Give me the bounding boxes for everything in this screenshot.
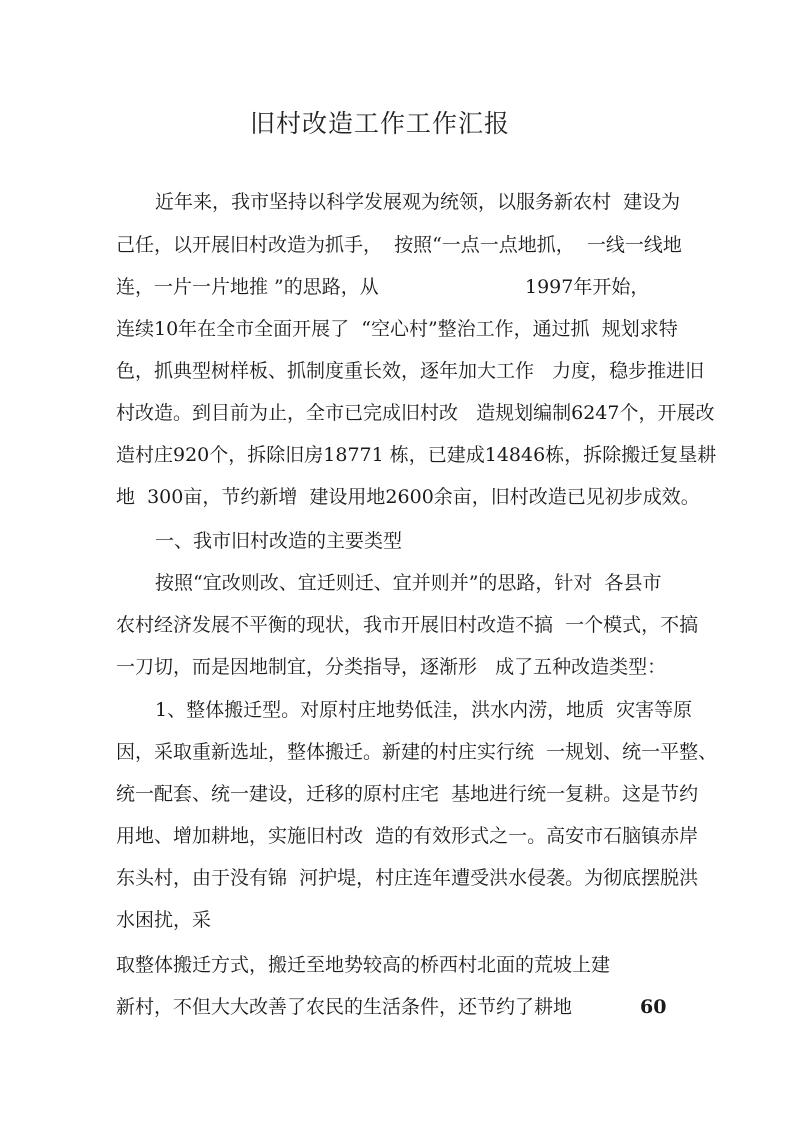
paragraph-line: 用地、增加耕地，实施旧村改 造的有效形式之一。高安市石脑镇赤岸: [116, 825, 699, 847]
paragraph-line: 因，采取重新选址，整体搬迁。新建的村庄实行统 一规划、统一平整、: [116, 741, 718, 763]
paragraph-line: 地 300亩，节约新增 建设用地2600余亩，旧村改造已见初步成效。: [116, 486, 700, 508]
section-heading: 一、我市旧村改造的主要类型: [155, 530, 403, 552]
paragraph-line: 统一配套、统一建设，迁移的原村庄宅 基地进行统一复耕。这是节约: [116, 783, 699, 805]
paragraph-line: 1、整体搬迁型。对原村庄地势低洼，洪水内涝，地质 灾害等原: [155, 699, 693, 721]
paragraph-line: 近年来，我市坚持以科学发展观为统领，以服务新农村 建设为: [155, 191, 681, 213]
paragraph-line: 按照“宜改则改、宜迁则迁、宜并则并”的思路，针对 各县市: [155, 572, 662, 594]
paragraph-line: 取整体搬迁方式，搬迁至地势较高的桥西村北面的荒坡上建: [116, 954, 611, 976]
paragraph-line: 造村庄920个，拆除旧房18771 栋，已建成14846栋，拆除搬迁复垦耕: [116, 444, 717, 466]
paragraph-line: 新村，不但大大改善了农民的生活条件，还节约了耕地: [116, 996, 573, 1018]
paragraph-line: 东头村，由于没有锦 河护堤，村庄连年遭受洪水侵袭。为彻底摆脱洪: [116, 867, 699, 889]
paragraph-line: 连续10年在全市全面开展了 “空心村”整治工作，通过抓 规划求特: [116, 318, 678, 340]
document-title: 旧村改造工作工作汇报: [249, 109, 510, 138]
paragraph-line: 连，一片一片地推 ”的思路，从: [116, 276, 379, 298]
paragraph-line: 水困扰，采: [116, 909, 212, 931]
paragraph-line: 农村经济发展不平衡的现状，我市开展旧村改造不搞 一个模式，不搞: [116, 614, 699, 636]
paragraph-line: 1997年开始，: [525, 276, 650, 298]
paragraph-line: 色，抓典型树样板、抓制度重长效，逐年加大工作 力度，稳步推进旧: [116, 360, 705, 382]
paragraph-line: 一刀切，而是因地制宜，分类指导，逐渐形 成了五种改造类型：: [116, 656, 667, 678]
paragraph-line: 己任，以开展旧村改造为抓手， 按照“一点一点地抓， 一线一线地: [116, 234, 682, 256]
paragraph-line: 60: [640, 996, 667, 1018]
paragraph-line: 村改造。到目前为止，全市已完成旧村改 造规划编制6247个，开展改: [116, 402, 715, 424]
